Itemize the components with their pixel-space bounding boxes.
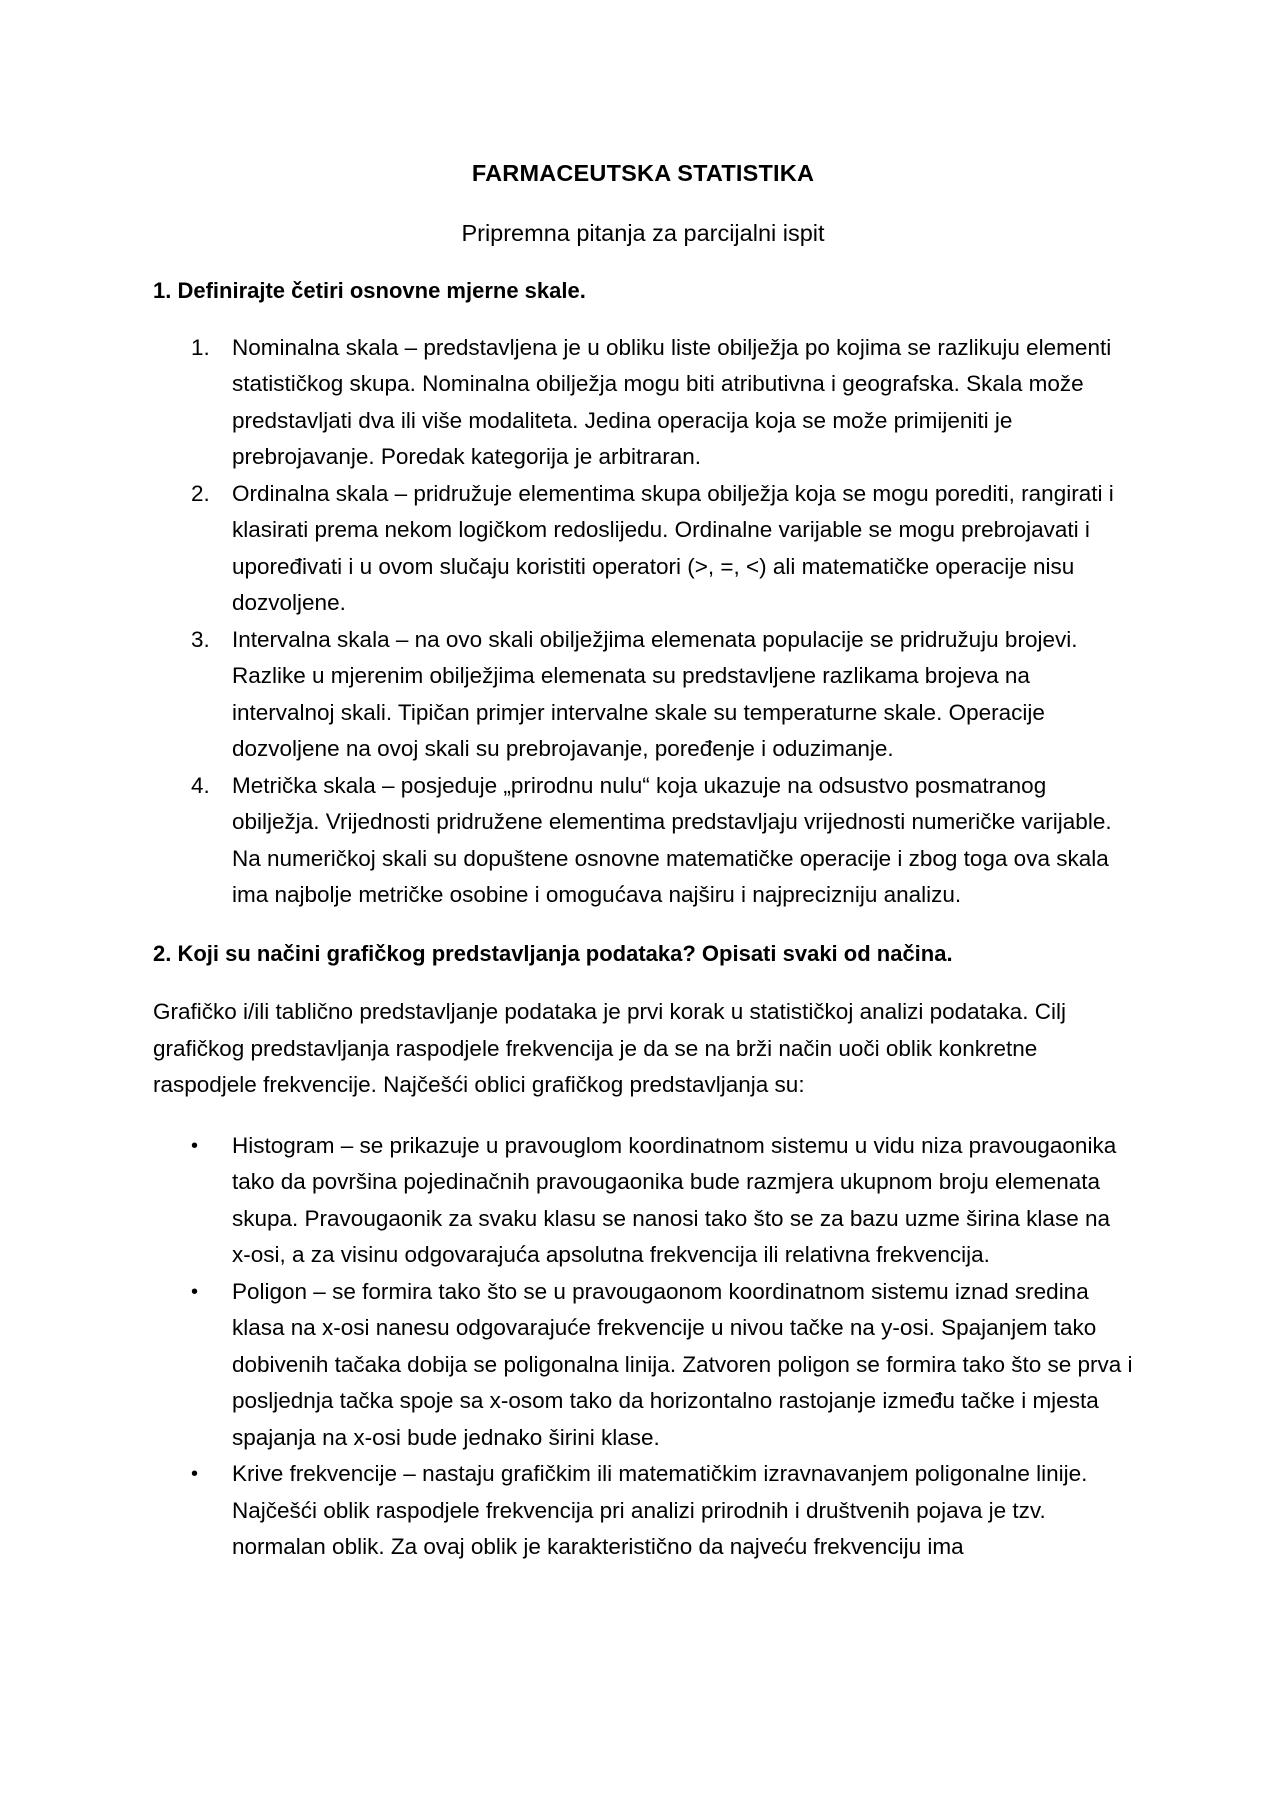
list-item-number: 4. — [191, 772, 210, 798]
list-item-number: 3. — [191, 626, 210, 652]
bullet-icon: • — [191, 1280, 199, 1303]
list-item-number: 1. — [191, 334, 210, 360]
list-item-text: Ordinalna skala – pridružuje elementima skupa obilježja koja se mogu porediti, rangirati i klasirati prema nekom logičkom redoslijedu. Ordinalne varijable se mogu prebrojavati i upoređivati i u ovom slučaju koristiti operatori (>, =, <) ali matematičke operacije nisu dozvoljene. — [232, 480, 1114, 615]
question-2-intro-paragraph: Grafičko i/ili tablično predstavljanje podataka je prvi korak u statističkoj analizi podataka. Cilj grafičkog predstavljanja raspodjele frekvencija je da se na brži način uoči oblik konkretne raspodjele frekvencije. Najčešći oblici grafičkog predstavljanja su: — [153, 999, 1066, 1097]
list-item — [153, 1128, 1133, 1274]
bullet-icon: • — [191, 1134, 199, 1157]
list-item — [153, 330, 1133, 476]
list-item — [153, 768, 1133, 914]
document-body — [153, 155, 1133, 1566]
list-item-text: Poligon – se formira tako što se u pravougaonom koordinatnom sistemu iznad sredina klasa na x-osi nanesu odgovarajuće frekvencije u nivou tačke na y-osi. Spajanjem tako dobivenih tačaka dobija se poligonalna linija. Zatvoren poligon se formira tako što se prva i posljednja tačka spoje sa x-osom tako da horizontalno rastojanje između tačke i mjesta spajanja na x-osi bude jednako širini klase. — [232, 1278, 1133, 1450]
question-1-heading: 1. Definirajte četiri osnovne mjerne skale. — [153, 278, 586, 303]
list-item-text: Metrička skala – posjeduje „prirodnu nulu“ koja ukazuje na odsustvo posmatranog obilježja. Vrijednosti pridružene elementima predstavljaju vrijednosti numeričke varijable. Na numeričkoj skali su dopuštene osnovne matematičke operacije i zbog toga ova skala ima najbolje metričke osobine i omogućava najširu i najprecizniju analizu. — [232, 772, 1112, 907]
list-item — [153, 622, 1133, 768]
list-item-text: Nominalna skala – predstavljena je u obliku liste obilježja po kojima se razlikuju elementi statističkog skupa. Nominalna obilježja mogu biti atributivna i geografska. Skala može predstavljati dva ili više modaliteta. Jedina operacija koja se može primijeniti je prebrojavanje. Poredak kategorija je arbitraran. — [232, 334, 1112, 469]
question-2-heading: 2. Koji su načini grafičkog predstavljanja podataka? Opisati svaki od načina. — [153, 940, 953, 966]
list-item — [153, 476, 1133, 622]
list-item-text: Krive frekvencije – nastaju grafičkim ili matematičkim izravnavanjem poligonalne linije. Najčešći oblik raspodjele frekvencija pri analizi prirodnih i društvenih pojava je tzv. normalan oblik. Za ovaj oblik je karakteristično da najveću frekvenciju ima — [232, 1461, 1088, 1559]
measurement-scales-list — [153, 330, 1133, 914]
list-item-number: 2. — [191, 480, 210, 506]
list-item-text: Histogram – se prikazuje u pravouglom koordinatnom sistemu u vidu niza pravougaonika tako da površina pojedinačnih pravougaonika bude razmjera ukupnom broju elemenata skupa. Pravougaonik za svaku klasu se nanosi tako što se za bazu uzme širina klase na x-osi, a za visinu odgovarajuća apsolutna frekvencija ili relativna frekvencija. — [232, 1132, 1117, 1267]
graphical-methods-list — [153, 1128, 1133, 1566]
bullet-icon: • — [191, 1463, 199, 1485]
list-item-text: Intervalna skala – na ovo skali obilježjima elemenata populacije se pridružuju brojevi. Razlike u mjerenim obilježjima elemenata su predstavljene razlikama brojeva na intervalnoj skali. Tipičan primjer intervalne skale su temperaturne skale. Operacije dozvoljene na ovoj skali su prebrojavanje, poređenje i oduzimanje. — [232, 626, 1078, 761]
document-title: FARMACEUTSKA STATISTIKA — [471, 160, 815, 186]
list-item — [153, 1456, 1133, 1566]
document-subtitle: Pripremna pitanja za parcijalni ispit — [461, 220, 825, 246]
list-item — [153, 1274, 1133, 1457]
